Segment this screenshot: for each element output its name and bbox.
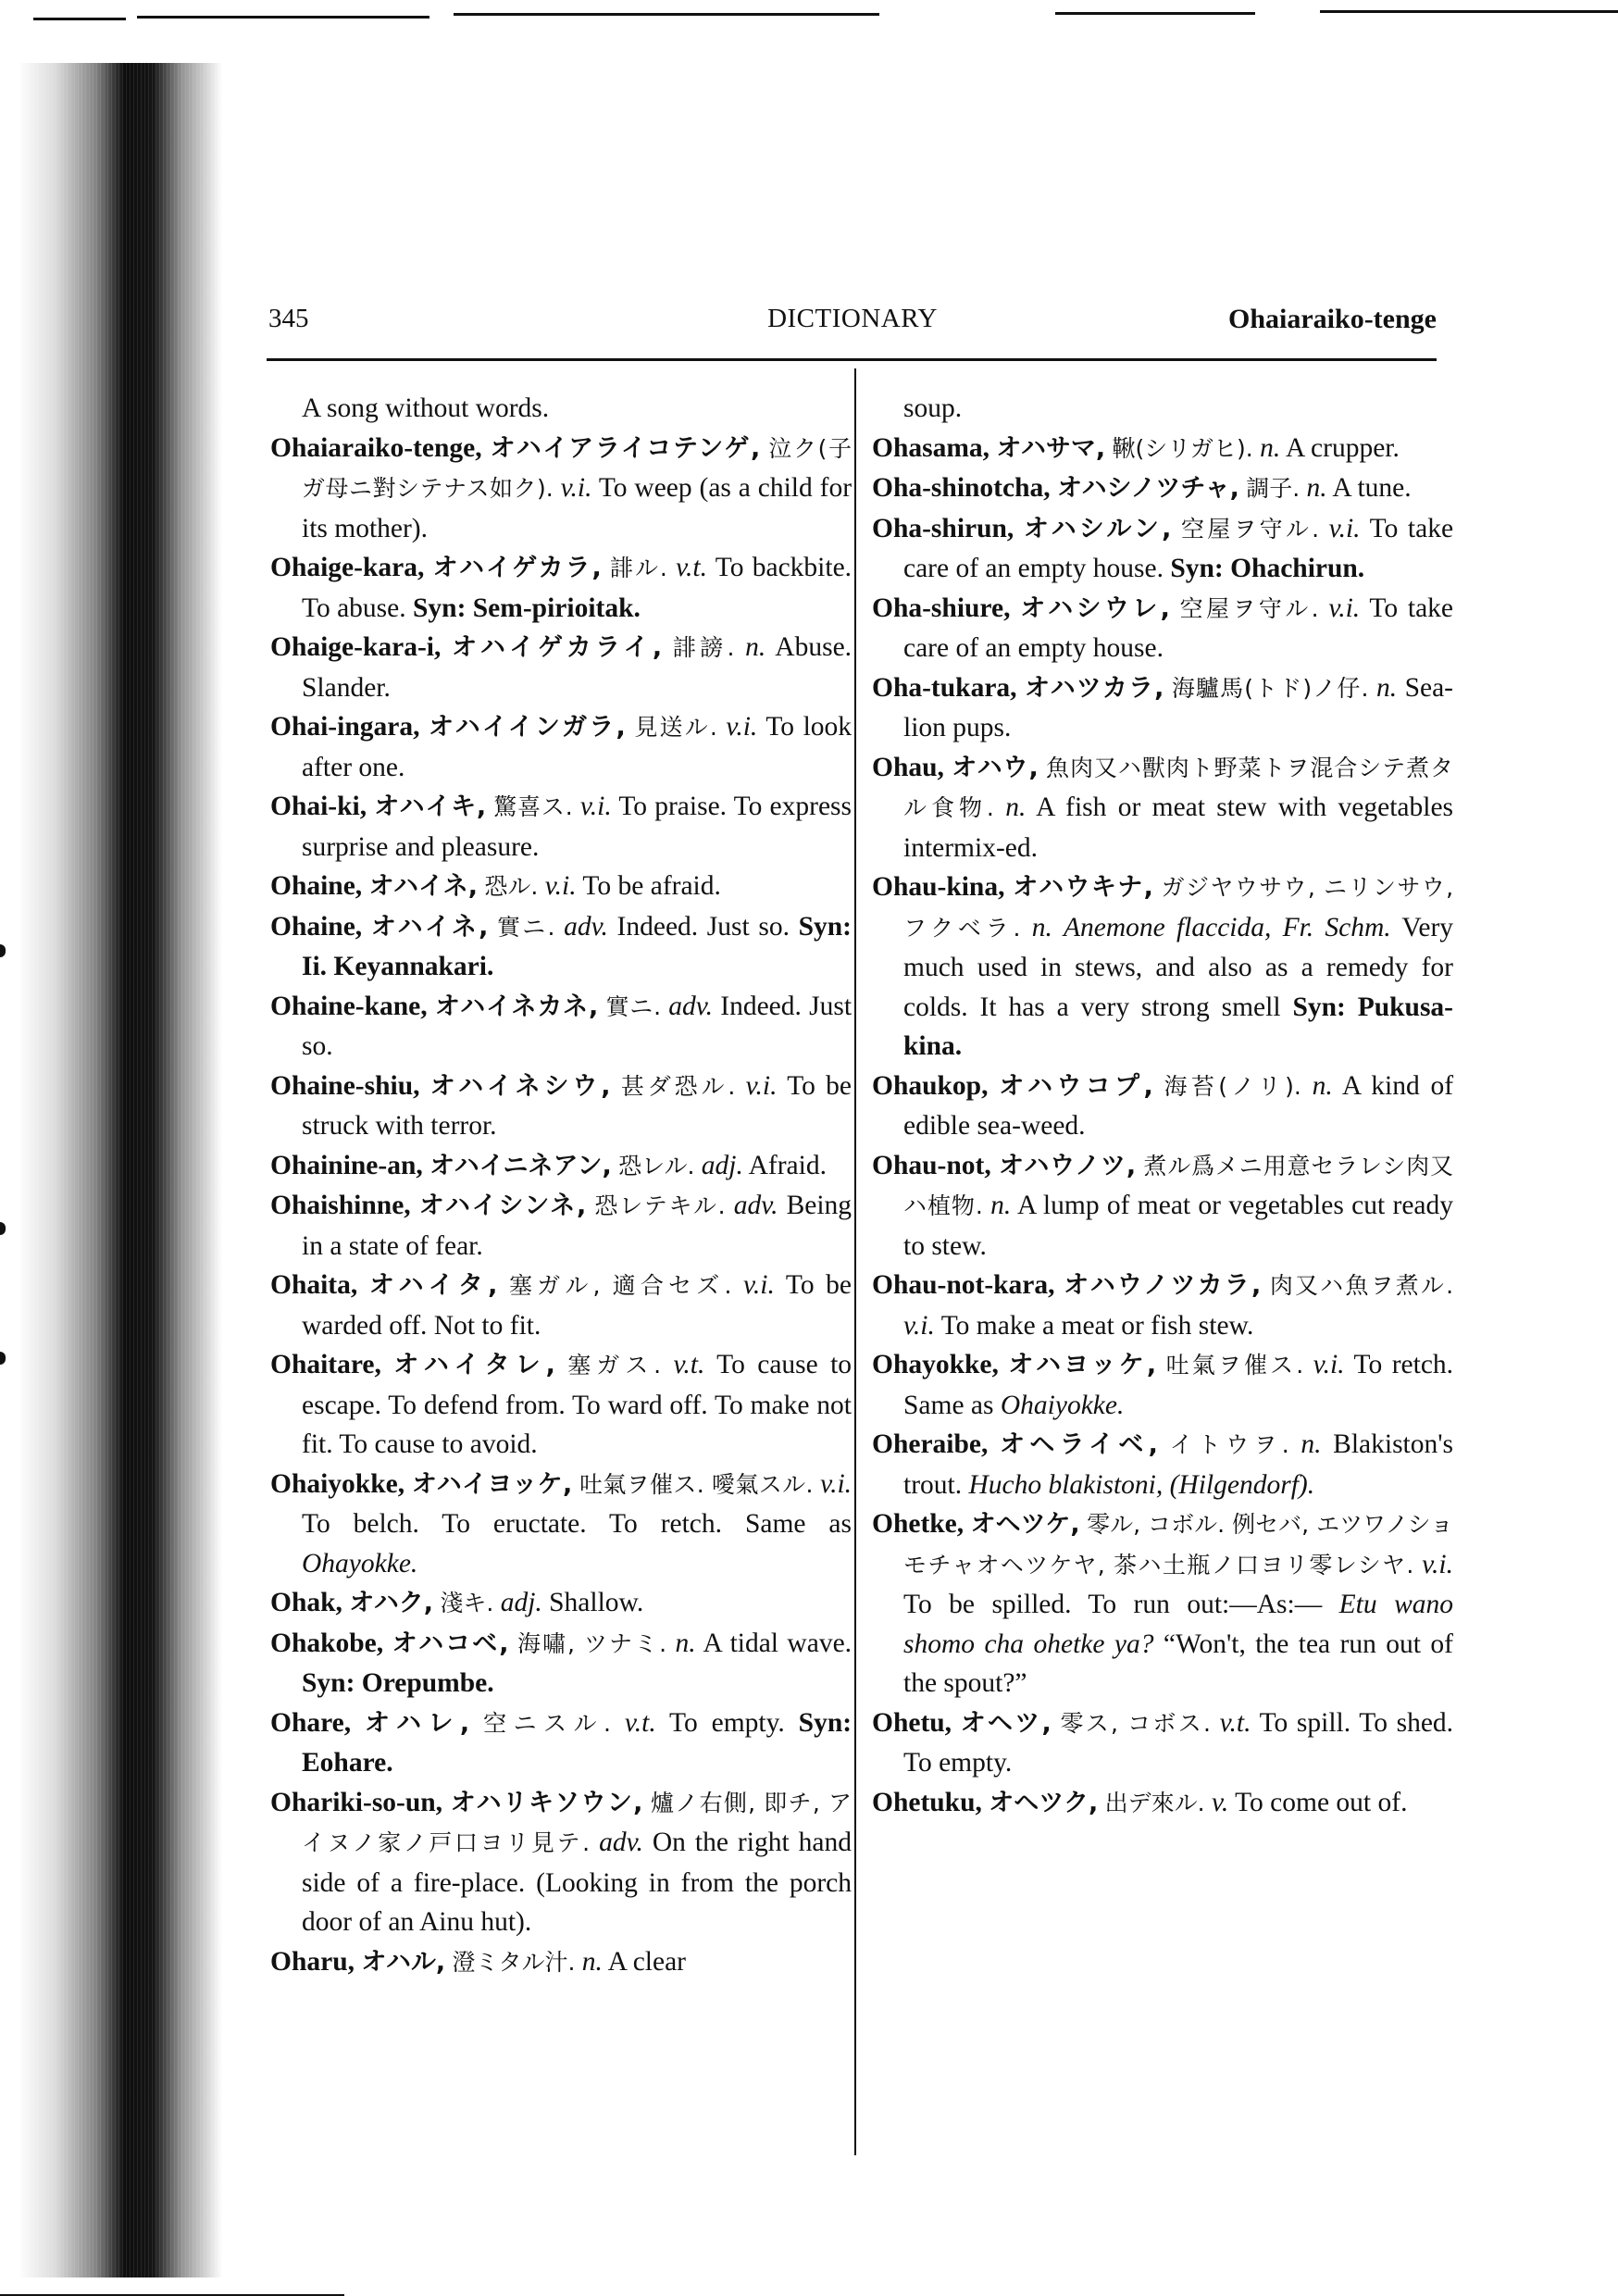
part-of-speech: adv. <box>668 991 714 1021</box>
kana-reading: オハイゲカラ, <box>432 554 602 582</box>
cross-reference: Ohaiyokke. <box>1000 1390 1125 1420</box>
japanese-gloss: 空屋ヲ守ル. <box>1181 515 1320 543</box>
part-of-speech: n. <box>990 1191 1012 1220</box>
continuation-text: soup. <box>903 393 963 423</box>
definition: A fish or meat stew with vegetables intermix-ed. <box>903 792 1454 863</box>
page-number: 345 <box>268 304 309 333</box>
kana-reading: オハウキナ, <box>1013 873 1153 902</box>
dictionary-entry <box>872 429 1453 469</box>
definition: To come out of. <box>1235 1787 1408 1817</box>
japanese-gloss: 實ニ. <box>496 913 555 941</box>
japanese-gloss: 塞ガル, 適合セズ. <box>508 1272 732 1299</box>
dictionary-entry <box>872 1425 1453 1504</box>
dictionary-entry <box>270 707 852 787</box>
headword: Ohaine, <box>270 911 363 942</box>
headword: Oha-shirun, <box>872 513 1014 543</box>
headword: Oha-shinotcha, <box>872 473 1051 503</box>
column-divider <box>854 368 856 2155</box>
japanese-gloss: 調子. <box>1246 475 1301 502</box>
headword: Ohetke, <box>872 1509 965 1539</box>
part-of-speech: n. <box>581 1946 603 1977</box>
dictionary-entry <box>872 589 1453 668</box>
latin-name: Hucho blakistoni, (Hilgendorf). <box>968 1469 1315 1500</box>
part-of-speech: v.i. <box>560 473 592 503</box>
japanese-gloss: 鞦(シリガヒ). <box>1112 434 1253 462</box>
kana-reading: オハイタ, <box>368 1271 498 1300</box>
dictionary-entry <box>872 1266 1453 1345</box>
kana-reading: オハイネカネ, <box>434 992 599 1021</box>
kana-reading: オハイアライコテンゲ, <box>490 433 761 463</box>
headword: Ohai-ki, <box>270 792 367 821</box>
headword: Ohaishinne, <box>270 1191 411 1220</box>
kana-reading: オハイシンネ, <box>418 1192 587 1220</box>
kana-reading: オハツカラ, <box>1025 673 1164 703</box>
headword: Ohau, <box>872 752 944 782</box>
headword: Ohai-ingara, <box>270 712 420 742</box>
headword: Ohakobe, <box>270 1628 384 1658</box>
kana-reading: オハヨッケ, <box>1008 1351 1157 1379</box>
part-of-speech: adj. <box>500 1588 542 1617</box>
dictionary-entry <box>270 987 852 1067</box>
kana-reading: オハイキ, <box>374 792 487 821</box>
headword: Oheraibe, <box>872 1429 989 1459</box>
part-of-speech: v.t. <box>676 553 707 582</box>
part-of-speech: n. <box>675 1628 696 1658</box>
latin-name: Anemone flaccida, Fr. Schm. <box>1064 912 1391 942</box>
japanese-gloss: 見送ル. <box>634 714 717 741</box>
definition: Shallow. <box>549 1588 644 1617</box>
running-title: DICTIONARY <box>767 304 938 333</box>
japanese-gloss: 恐レル. <box>618 1152 695 1179</box>
headword: Ohayokke, <box>872 1350 999 1379</box>
cross-reference: Ohayokke. <box>302 1548 418 1578</box>
japanese-gloss: 爐ノ右側, 即チ, アイヌノ家ノ戸口ヨリ見テ. <box>302 1789 853 1856</box>
definition: To cause to escape. To defend from. To ward off. To make not fit. To cause to avoid. <box>302 1350 853 1459</box>
binding-shadow <box>19 63 222 2277</box>
kana-reading: オハル, <box>361 1947 446 1977</box>
definition: To weep (as a child for its mother). <box>302 473 853 543</box>
kana-reading: オハイインガラ, <box>429 713 626 742</box>
japanese-gloss: 吐氣ヲ催ス. 噯氣スル. <box>579 1470 814 1498</box>
headword: Ohaiaraiko-tenge, <box>270 432 482 463</box>
japanese-gloss: 誹ル. <box>610 555 667 581</box>
headword: Ohau-kina, <box>872 872 1005 902</box>
definition: Blakiston's trout. <box>903 1429 1454 1500</box>
dictionary-entry <box>270 1783 852 1942</box>
japanese-gloss: 空ニスル. <box>483 1709 611 1737</box>
example-translation: “Won't, the tea run out of the spout?” <box>903 1628 1454 1698</box>
kana-reading: オハク, <box>349 1589 433 1617</box>
japanese-gloss: ガジヤウサウ, ニリンサウ, フクベラ. <box>903 874 1454 942</box>
headword: Ohasama, <box>872 432 990 463</box>
japanese-gloss: 誹謗. <box>672 634 735 661</box>
kana-reading: オハシルン, <box>1023 514 1172 543</box>
kana-reading: オハコベ, <box>392 1628 509 1658</box>
definition: Afraid. <box>748 1150 827 1180</box>
headword: Ohaiyokke, <box>270 1468 405 1499</box>
dictionary-entry <box>270 1067 852 1146</box>
kana-reading: オハレ, <box>365 1708 470 1738</box>
part-of-speech: v.i. <box>745 1070 778 1101</box>
japanese-gloss: 淺キ. <box>440 1590 494 1616</box>
kana-reading: オヘツケ, <box>970 1510 1080 1539</box>
dictionary-entry <box>270 1465 852 1584</box>
part-of-speech: n. <box>1312 1070 1333 1101</box>
continuation-text: A song without words. <box>302 393 550 423</box>
japanese-gloss: 空屋ヲ守ル. <box>1179 594 1319 622</box>
headword: Ohare, <box>270 1707 352 1738</box>
part-of-speech: adv. <box>599 1828 643 1857</box>
headword: Oha-tukara, <box>872 672 1017 703</box>
kana-reading: オハウノツ, <box>998 1151 1137 1180</box>
dictionary-entry <box>270 429 852 549</box>
part-of-speech: v.i. <box>1422 1549 1454 1579</box>
japanese-gloss: 驚喜ス. <box>493 793 573 820</box>
part-of-speech: n. <box>745 632 766 662</box>
scan-edge-mark <box>0 1352 6 1365</box>
kana-reading: オハウコプ, <box>999 1071 1153 1101</box>
dictionary-entry <box>270 1266 852 1345</box>
dictionary-entry <box>872 1703 1453 1783</box>
kana-reading: オヘライベ, <box>1000 1430 1158 1459</box>
part-of-speech: adj. <box>701 1150 743 1180</box>
synonym: Syn: Orepumbe. <box>302 1668 494 1698</box>
part-of-speech: n. <box>1260 432 1281 463</box>
part-of-speech: n. <box>1301 1429 1322 1459</box>
synonym: Syn: Eohare. <box>302 1707 853 1778</box>
dictionary-entry <box>872 468 1453 509</box>
part-of-speech: adv. <box>733 1191 778 1220</box>
definition: On the right hand side of a fire-place. (Looking in from the porch door of an Ainu hut). <box>302 1828 852 1937</box>
synonym: Syn: Ii. Keyannakari. <box>302 911 852 981</box>
definition: A lump of meat or vegetables cut ready to stew. <box>903 1191 1454 1261</box>
dictionary-entry <box>872 1345 1453 1425</box>
definition: To take care of an empty house. <box>903 513 1454 583</box>
definition: To retch. Same as <box>903 1350 1454 1420</box>
dictionary-entry <box>270 1186 852 1266</box>
kana-reading: オハリキソウン, <box>450 1788 643 1817</box>
kana-reading: オハイニネアン, <box>429 1151 612 1180</box>
headword: Ohariki-so-un, <box>270 1787 443 1817</box>
headword: Ohak, <box>270 1588 342 1617</box>
definition: Being in a state of fear. <box>302 1191 853 1261</box>
definition: To be warded off. Not to fit. <box>302 1270 853 1341</box>
japanese-gloss: 塞ガス. <box>567 1352 662 1379</box>
part-of-speech: n. <box>1306 473 1327 503</box>
japanese-gloss: 吐氣ヲ催ス. <box>1165 1352 1304 1379</box>
headword: Ohau-not, <box>872 1150 991 1180</box>
headword: Ohaige-kara-i, <box>270 632 442 662</box>
part-of-speech: v.i. <box>1328 513 1361 543</box>
kana-reading: オハイタレ, <box>393 1351 555 1379</box>
entry-list <box>270 429 852 1983</box>
dictionary-entry <box>872 867 1453 1067</box>
japanese-gloss: 恐ル. <box>484 873 539 900</box>
definition: To be spilled. To run out:—As:— <box>903 1590 1323 1619</box>
part-of-speech: adv. <box>564 911 608 942</box>
dictionary-entry <box>872 1146 1453 1267</box>
dictionary-entry <box>270 1146 852 1187</box>
definition: Indeed. Just so. <box>302 991 853 1061</box>
japanese-gloss: 海苔(ノリ). <box>1164 1072 1301 1100</box>
japanese-gloss: 甚ダ恐ル. <box>620 1072 736 1100</box>
headword: Ohaukop, <box>872 1070 989 1101</box>
scan-edge-mark <box>0 1222 6 1235</box>
definition: A clear <box>607 1946 687 1977</box>
headword: Ohetu, <box>872 1707 952 1738</box>
part-of-speech: v.t. <box>673 1350 705 1379</box>
dictionary-entry <box>270 1583 852 1624</box>
part-of-speech: v.i. <box>544 871 577 901</box>
part-of-speech: n. <box>1031 912 1052 942</box>
kana-reading: オヘツク, <box>989 1788 1099 1817</box>
definition: To take care of an empty house. <box>903 593 1454 663</box>
synonym: Syn: Pukusa-kina. <box>903 992 1454 1061</box>
headword: Oha-shiure, <box>872 593 1011 623</box>
headword: Ohainine-an, <box>270 1150 423 1180</box>
japanese-gloss: 泣ク(子ガ母ニ對シテナス如ク). <box>302 434 852 502</box>
definition: A kind of edible sea-weed. <box>903 1070 1454 1141</box>
definition: To be struck with terror. <box>302 1070 853 1141</box>
dictionary-entry <box>270 1703 852 1783</box>
definition: Indeed. Just so. <box>616 911 790 942</box>
headword: Ohaine-kane, <box>270 991 428 1021</box>
japanese-gloss: 海嘯, ツナミ. <box>517 1629 667 1657</box>
definition: A tidal wave. <box>703 1628 853 1658</box>
definition: To make a meat or fish stew. <box>940 1310 1254 1341</box>
kana-reading: オハイヨッケ, <box>411 1469 573 1499</box>
synonym: Syn: Sem-pirioitak. <box>413 593 641 623</box>
example-sentence: Etu wano shomo cha ohetke ya? <box>903 1590 1453 1659</box>
dictionary-entry <box>270 1942 852 1983</box>
part-of-speech: v. <box>1211 1787 1229 1817</box>
part-of-speech: n. <box>1375 672 1398 703</box>
dictionary-entry <box>872 1067 1453 1146</box>
left-column <box>270 389 852 1982</box>
kana-reading: オハウ, <box>952 753 1039 782</box>
headword: Ohaige-kara, <box>270 553 425 582</box>
japanese-gloss: 出デ來ル. <box>1104 1789 1205 1816</box>
headword: Ohaine, <box>270 871 363 901</box>
japanese-gloss: 海驢馬(トド)ノ仔. <box>1171 674 1369 702</box>
headword: Ohaita, <box>270 1270 358 1300</box>
definition: To look after one. <box>302 712 853 782</box>
japanese-gloss: 恐レテキル. <box>594 1192 726 1219</box>
part-of-speech: n. <box>1005 792 1027 822</box>
scan-edge-top <box>0 7 1618 20</box>
japanese-gloss: 澄ミタル汁. <box>452 1948 576 1976</box>
dictionary-entry <box>270 787 852 867</box>
kana-reading: オハシノツチャ, <box>1057 474 1239 503</box>
dictionary-entry <box>872 748 1453 868</box>
definition: Sea-lion pups. <box>903 672 1454 742</box>
japanese-gloss: 實ニ. <box>605 992 662 1020</box>
kana-reading: オハサマ, <box>996 433 1106 463</box>
japanese-gloss: 肉又ハ魚ヲ煮ル. <box>1269 1272 1454 1299</box>
kana-reading: オハイネ, <box>370 912 489 942</box>
entry-list <box>872 429 1453 1824</box>
kana-reading: オヘツ, <box>960 1708 1052 1738</box>
definition: Abuse. Slander. <box>302 632 853 703</box>
kana-reading: オハイゲカライ, <box>452 633 663 662</box>
definition: To empty. <box>669 1707 785 1738</box>
definition: To backbite. To abuse. <box>302 553 853 623</box>
kana-reading: オハシウレ, <box>1020 593 1170 623</box>
definition: To belch. To eructate. To retch. Same as <box>302 1509 852 1539</box>
page-header <box>268 304 1437 348</box>
part-of-speech: v.i. <box>726 712 758 742</box>
definition: Very much used in stews, and also as a remedy for colds. It has a very strong smell <box>903 912 1454 1022</box>
definition: A crupper. <box>1285 432 1400 463</box>
dictionary-entry <box>872 668 1453 748</box>
headword: Ohau-not-kara, <box>872 1270 1055 1300</box>
part-of-speech: v.i. <box>742 1270 775 1300</box>
part-of-speech: v.i. <box>1328 593 1361 623</box>
headword: Ohetuku, <box>872 1787 982 1817</box>
kana-reading: オハイネ, <box>368 872 479 901</box>
definition: A tune. <box>1332 473 1412 503</box>
headword: Oharu, <box>270 1946 355 1977</box>
part-of-speech: v.i. <box>579 792 612 821</box>
part-of-speech: v.t. <box>1219 1707 1251 1738</box>
definition: To spill. To shed. To empty. <box>903 1707 1454 1778</box>
part-of-speech: v.i. <box>1313 1350 1345 1379</box>
part-of-speech: v.i. <box>820 1468 853 1499</box>
part-of-speech: v.i. <box>903 1310 935 1341</box>
dictionary-entry <box>270 1624 852 1703</box>
kana-reading: オハイネシウ, <box>429 1071 611 1101</box>
kana-reading: オハウノツカラ, <box>1064 1271 1262 1300</box>
dictionary-entry <box>872 1783 1453 1824</box>
japanese-gloss: 零ス, コボス. <box>1060 1709 1211 1737</box>
dictionary-entry <box>270 1345 852 1465</box>
dictionary-entry <box>270 628 852 707</box>
headword: Ohaitare, <box>270 1350 381 1379</box>
header-rule <box>267 358 1437 361</box>
headword: Ohaine-shiu, <box>270 1070 420 1101</box>
japanese-gloss: 煮ル爲メニ用意セラレシ肉又ハ植物. <box>903 1152 1453 1219</box>
right-column <box>872 389 1453 1823</box>
dictionary-entry <box>270 867 852 907</box>
definition: To be afraid. <box>582 871 721 901</box>
dictionary-entry <box>270 548 852 628</box>
dictionary-entry <box>872 1504 1453 1703</box>
synonym: Syn: Ohachirun. <box>1170 554 1365 583</box>
dictionary-entry <box>270 907 852 987</box>
scan-edge-mark <box>0 944 6 957</box>
japanese-gloss: イトウヲ. <box>1169 1431 1289 1458</box>
japanese-gloss: 魚肉又ハ獸肉ト野菜トヲ混合シテ煮タル食物. <box>903 754 1454 821</box>
definition: To praise. To express surprise and pleasure. <box>302 792 853 862</box>
japanese-gloss: 零ル, コボル. 例セバ, エツワノショモチャオヘツケヤ, 茶ハ土瓶ノ口ヨリ零レシヤ. <box>903 1511 1453 1578</box>
guide-word: Ohaiaraiko-tenge <box>1228 304 1437 334</box>
dictionary-entry <box>872 509 1453 589</box>
part-of-speech: v.t. <box>624 1707 656 1738</box>
